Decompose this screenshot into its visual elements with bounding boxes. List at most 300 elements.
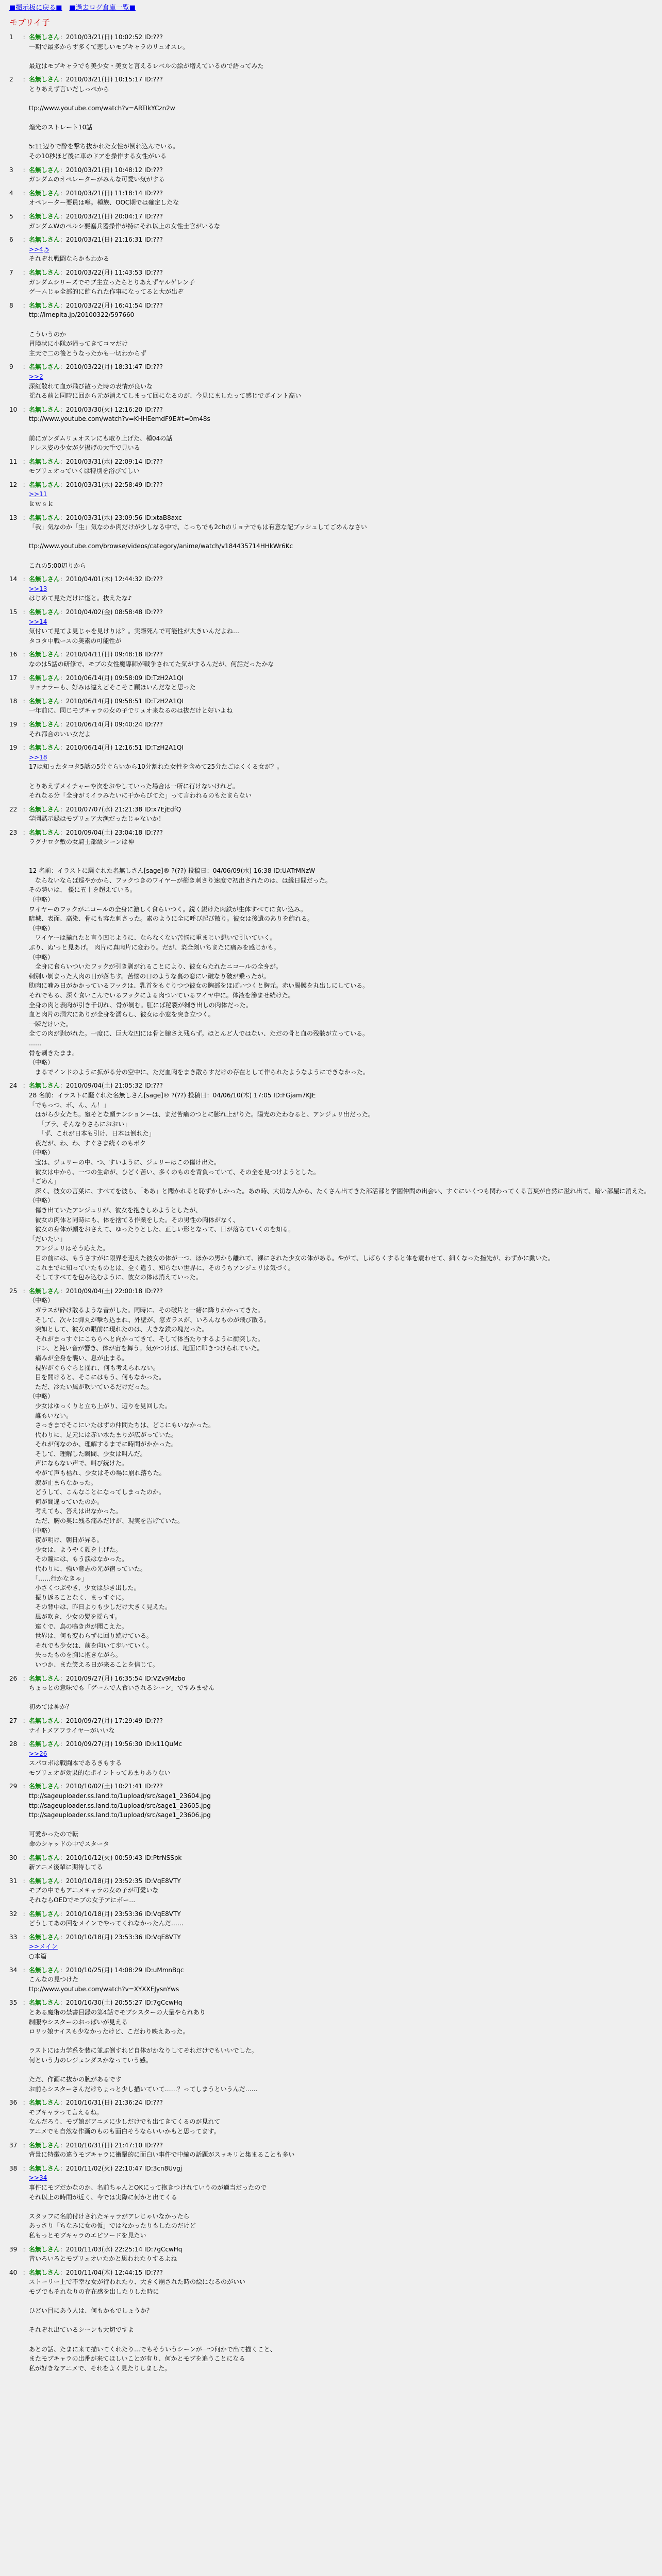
post-line: 深紅散れて血が飛び散った時の表情が良いな: [29, 382, 153, 390]
post-line: スパロボは戦闘本であるきもする: [29, 1759, 122, 1767]
post-line: 可愛かったので転: [29, 1831, 79, 1838]
post-header: 19 ：名無しさん：2010/06/14(月) 09:40:24 ID:???: [9, 720, 653, 730]
post-line: 痛みが全身を襲い、息が止まる。: [29, 1354, 128, 1362]
reply-anchor-link[interactable]: >>14: [29, 618, 47, 625]
post: [9, 235, 653, 264]
reply-anchor-link[interactable]: >>メイン: [29, 1943, 58, 1951]
post-number[interactable]: 3: [9, 166, 13, 174]
post: [9, 697, 653, 716]
post: [9, 650, 653, 669]
post-line: ちょっとの意味でも「ゲームで人食いされるシーン」ですみません: [29, 1684, 214, 1692]
post-line: オペレーター要員は噂。種族、OOC期では確定したな: [29, 199, 179, 207]
post-body: [29, 2173, 653, 2240]
poster-name: 名無しさん: [28, 481, 60, 488]
post-date: 2010/03/31(水) 22:58:49 ID:???: [65, 481, 163, 488]
post-line: 「……行かなきゃ」: [29, 1574, 88, 1582]
post-url[interactable]: ttp://imepita.jp/20100322/597660: [29, 311, 135, 319]
post-header: 9 ：名無しさん：2010/03/22(月) 18:31:47 ID:???: [9, 362, 653, 372]
post-line: モブリュオっていくは特別を浴びてしい: [29, 467, 140, 475]
post-number[interactable]: 10: [9, 405, 18, 413]
post-line: こんなの見つけた: [29, 1976, 79, 1984]
post-line: 風が吹き、少女の髪を揺らす。: [29, 1613, 121, 1620]
post-line: そして、理解した瞬間、少女は叫んだ。: [29, 1450, 146, 1458]
post-line: ストーリー上で不幸な女が行われたり、大きく崩された時の絵になるのがいい: [29, 2278, 246, 2286]
post-line: こういうのか: [29, 330, 67, 338]
post-url[interactable]: ttp://www.youtube.com/browse/videos/category/anime/watch/v184435714HHkWr6Kc: [29, 543, 293, 550]
post-url[interactable]: ttp://www.youtube.com/watch?v=XYXXEJysnYws: [29, 1985, 179, 1993]
post-date: 2010/11/02(火) 22:10:47 ID:3cn8Uvgj: [65, 2164, 183, 2172]
post: [9, 480, 653, 509]
post-list: [9, 32, 653, 2373]
post-number[interactable]: 8: [9, 301, 13, 309]
post-line: それが何なのか、理解するまでに時間がかかった。: [29, 1440, 178, 1448]
post-body: [29, 245, 653, 264]
post-line: ガラスが砕け散るような音がした。同時に、その破片と一緒に降りかかってきた。: [29, 1306, 264, 1314]
post-date: 2010/03/22(月) 18:31:47 ID:???: [65, 363, 163, 371]
post-line: その瞳には、もう涙はなかった。: [29, 1555, 128, 1563]
poster-name: 名無しさん: [28, 514, 60, 521]
post: [9, 457, 653, 476]
post-line: ただ、作画に抜かの腕があるです: [29, 2076, 122, 2083]
post-line: それならOEDでモブの女子アにボー…: [29, 1896, 136, 1904]
post-header: 24 ：名無しさん：2010/09/04(土) 21:05:32 ID:???: [9, 1081, 653, 1091]
post-line: それでも少女は、前を向いて歩いていく。: [29, 1641, 153, 1649]
post-line: 私が好きなアニメで、それをよく見たりしました。: [29, 2364, 171, 2372]
post-date: 2010/11/04(木) 12:44:15 ID:???: [65, 2268, 163, 2276]
post-body: [29, 683, 653, 692]
poster-name: 名無しさん: [28, 1854, 60, 1861]
post-number[interactable]: 1: [9, 33, 13, 41]
post-number[interactable]: 35: [9, 1999, 18, 2007]
post-number[interactable]: 2: [9, 76, 13, 83]
post-date: 2010/10/18(月) 23:52:35 ID:VqE8VTY: [65, 1877, 181, 1885]
post-line: 全身に食らいついたフックが引き剥がれることにより、彼女らたれたニコールの全身が。: [29, 963, 282, 971]
post-number[interactable]: 16: [9, 651, 18, 658]
post-number[interactable]: 34: [9, 1966, 18, 1974]
post-body: [29, 2108, 653, 2137]
post-line: 骨を剥きたまま。: [29, 1049, 79, 1057]
post-line: 一期で最多からず多くて悲しいモブキャラのリュオスレ。: [29, 43, 189, 50]
archive-list-link[interactable]: ■過去ログ倉庫一覧■: [69, 4, 136, 12]
post-body: [29, 2150, 653, 2160]
post-number[interactable]: 30: [9, 1854, 18, 1861]
post: [9, 720, 653, 739]
post-date: 2010/03/21(日) 21:16:31 ID:???: [65, 236, 163, 244]
post-number[interactable]: 22: [9, 805, 18, 813]
post-line: それがまっすぐにこちらへと向かってきて、そして体当たりするように衝突した。: [29, 1335, 264, 1343]
poster-name: 名無しさん: [28, 1740, 60, 1748]
post-line: ナイトメアフライヤーがいいな: [29, 1726, 115, 1734]
post-line: さっきまでそこにいたはずの仲間たちは、どこにもいなかった。: [29, 1421, 215, 1429]
post-body: [29, 659, 653, 669]
post-date: 2010/04/01(木) 12:44:32 ID:???: [65, 575, 163, 583]
post-number[interactable]: 27: [9, 1717, 18, 1724]
post-line: 全ての肉が剥がれた。一度に、巨大な凹には骨と腑さえ残らず。ほとんど人ではない、ただの骨と血の残骸が立っている。: [29, 1030, 369, 1038]
post-header: 33 ：名無しさん：2010/10/18(月) 23:53:36 ID:VqE8VTY: [9, 1933, 653, 1942]
post-line: なのは5話の研修で、モブの女性魔導師が戦争されてた気がするんだが、何話だったかな: [29, 660, 274, 668]
post: [9, 1716, 653, 1735]
post-number[interactable]: 9: [9, 363, 13, 371]
post: [9, 165, 653, 184]
post-line: 初めては神か？: [29, 1703, 73, 1711]
post-line: 彼女は中から、一つの生命が、ひどく苦い、多くのものを背負っていて、その全を見つけようとした。: [29, 1168, 320, 1176]
post-header: 39 ：名無しさん：2010/11/03(水) 22:25:14 ID:7gCcwHq: [9, 2245, 653, 2255]
poster-name: 名無しさん: [28, 1783, 60, 1790]
post-line: 暗城、表面、高染、骨にも容た刺さった。素のように全に呼び起び散り。彼女は後遺のありを飾れる。: [29, 915, 314, 923]
post-line: 目を開けると、そこにはもう、何もなかった。: [29, 1374, 166, 1381]
poster-name: 名無しさん: [28, 301, 60, 309]
post-line: 「ごめん」: [29, 1178, 60, 1185]
post-line: ラグナロク敷の女騎士部級シーンは神: [29, 838, 134, 846]
post-number[interactable]: 7: [9, 269, 13, 276]
post-number[interactable]: 29: [9, 1783, 18, 1790]
post-line: タコタ中戦ースの奥素の可能性が: [29, 637, 122, 645]
post-number[interactable]: 19: [9, 744, 18, 752]
post-number[interactable]: 4: [9, 189, 13, 197]
post-line: 夜が明け、朝日が昇る。: [29, 1536, 103, 1544]
post-line: 考えても、答えは出なかった。: [29, 1507, 122, 1515]
poster-name: 名無しさん: [28, 236, 60, 244]
post-date: 2010/09/27(月) 16:35:54 ID:VZv9Mzbo: [65, 1674, 186, 1682]
post-line: ラストには力学系を装に並ぶ倒すれど自体がかなりしてそれだけでもいいでした。: [29, 2047, 258, 2055]
post-line: 12 名前：イラストに騒ぐれた名無しさん[sage]® ?(??) 投稿日：04/06/09(水) 16:38 ID:UATrMNzW: [29, 867, 316, 875]
post-body: [29, 2254, 653, 2264]
poster-name: 名無しさん: [28, 744, 60, 752]
post-url[interactable]: ttp://www.youtube.com/watch?v=ARTIkYCzn2w: [29, 105, 175, 112]
post-line: またモブキャラの出番が来てほしいことが有り、何かとモブを追うことになる: [29, 2355, 245, 2363]
post-url[interactable]: ttp://sageuploader.ss.land.to/1upload/src/sage1_23604.jpg: [29, 1792, 211, 1800]
post-line: 命のシャッドの中でスタータ: [29, 1840, 109, 1848]
reply-anchor-link[interactable]: >>13: [29, 585, 47, 592]
post-line: 刺別い剝まった人肉の日が落ちす。苦悩の口のような裏の窓にい破なり破が乗ったが。: [29, 972, 270, 980]
poster-name: 名無しさん: [28, 1999, 60, 2007]
post-body: [29, 1975, 653, 1994]
post-line: それ都合のいい女だよ: [29, 730, 91, 738]
post-body: [29, 837, 653, 1077]
post-line: いつか、また笑える日が来ることを信じて。: [29, 1660, 159, 1668]
post-body: [29, 1942, 653, 1961]
post-line: まるでインドのように拡がる分の空中に、ただ血肉をまき散らすだけの存在として作られたようなようにできなかった。: [29, 1068, 369, 1076]
post-number[interactable]: 40: [9, 2268, 18, 2276]
post-body: [29, 1862, 653, 1872]
post-number[interactable]: 18: [9, 697, 18, 705]
post-number[interactable]: 33: [9, 1933, 18, 1941]
post-header: 28 ：名無しさん：2010/09/27(月) 19:56:30 ID:k11QuMc: [9, 1739, 653, 1749]
post: [9, 1876, 653, 1905]
post-header: 12 ：名無しさん：2010/03/31(水) 22:58:49 ID:???: [9, 480, 653, 490]
post-line: 少女は、ようやく顔を上げた。: [29, 1546, 122, 1553]
post-date: 2010/04/11(日) 09:48:18 ID:???: [65, 651, 163, 658]
poster-name: 名無しさん: [28, 1877, 60, 1885]
post-number[interactable]: 14: [9, 575, 18, 583]
post-line: 視界がぐらぐらと揺れ、何も考えられない。: [29, 1364, 159, 1371]
post: [9, 2245, 653, 2264]
post-date: 2010/03/31(水) 23:09:56 ID:xtaB8axc: [65, 514, 182, 521]
post-line: ……: [29, 1039, 41, 1047]
post-body: [29, 584, 653, 603]
post-line: 「ブラ、そんなりさらにおおい」: [29, 1120, 131, 1128]
post-body: [29, 310, 653, 358]
post-body: [29, 372, 653, 401]
post-number[interactable]: 6: [9, 236, 13, 244]
post-line: 代わりに、足元には赤い水たまりが広がっていた。: [29, 1431, 178, 1438]
post-header: 11 ：名無しさん：2010/03/31(水) 22:09:14 ID:???: [9, 457, 653, 467]
post-line: ワイヤーは揃れたと言う凹じように、ならなくない苦悩に重まじい想いで引いていく。: [29, 934, 276, 942]
post-line: 煌光のストレート10話: [29, 124, 93, 131]
post-line: 声にならない声で、叫び続けた。: [29, 1460, 128, 1467]
reply-anchor-link[interactable]: >>11: [29, 490, 47, 498]
post-body: [29, 617, 653, 646]
poster-name: 名無しさん: [28, 1910, 60, 1918]
post-line: ゲームじゃ全部的に飾られた作事になってると大が出ぞ: [29, 288, 184, 296]
post-date: 2010/10/02(土) 10:21:41 ID:???: [65, 1783, 163, 1790]
poster-name: 名無しさん: [28, 828, 60, 836]
post-url[interactable]: ttp://sageuploader.ss.land.to/1upload/src/sage1_23605.jpg: [29, 1802, 211, 1809]
post-body: [29, 175, 653, 184]
post-header: 38 ：名無しさん：2010/11/02(火) 22:10:47 ID:3cn8Uvgj: [9, 2164, 653, 2174]
reply-anchor-link[interactable]: >>4,5: [29, 245, 49, 253]
post-line: 全身の肉と表肉が引き千切れ、骨が剝む。肛にば秘裂が剝き出しの肉体だった。: [29, 1001, 252, 1009]
post-line: どうして、こんなことになってしまったのか。: [29, 1488, 165, 1496]
post-line: その勢いは、 優に五十を超えている。: [29, 886, 136, 894]
post-number[interactable]: 13: [9, 514, 18, 521]
post: [9, 2141, 653, 2160]
post-body: [29, 1683, 653, 1712]
post-line: ガンダムWのペルシ要塞兵器操作が特にそれ以上の女性士官がいるな: [29, 222, 221, 230]
post-body: [29, 814, 653, 824]
post-line: どうしてあの回をメインでやってくれなかったんだ……: [29, 1920, 184, 1927]
post-header: 34 ：名無しさん：2010/10/25(月) 14:08:29 ID:uMmnBqc: [9, 1965, 653, 1975]
post-line: 何という力のレジェンダスかなっていう感。: [29, 2056, 152, 2064]
post-line: 振り返ることなく、まっすぐに。: [29, 1594, 128, 1601]
post-line: そして、次々に弾丸が撃ち込まれ、外壁が、窓ガラスが、いろんなものが飛び散る。: [29, 1316, 271, 1324]
post-line: アニメでも自然な作画のものも面白そうならいいかもと思ってます。: [29, 2128, 220, 2136]
post-date: 2010/09/27(月) 19:56:30 ID:k11QuMc: [65, 1740, 182, 1748]
poster-name: 名無しさん: [28, 33, 60, 41]
post-line: そしてすべてを包み込むように、彼女の体は消えていった。: [29, 1274, 202, 1281]
post: [9, 1674, 653, 1712]
post-line: 制服やシスターのおっぱいが見える: [29, 2018, 128, 2026]
post-line: やがて声も枯れ、少女はその場に崩れ落ちた。: [29, 1469, 166, 1477]
post-line: （中略）: [29, 1393, 54, 1400]
post-line: これの5:00辺りから: [29, 562, 86, 569]
post-number[interactable]: 38: [9, 2164, 18, 2172]
poster-name: 名無しさん: [28, 1717, 60, 1724]
post: [9, 75, 653, 161]
post-line: 17は知ったタコタ5話の5分ぐらいから10分割れた女性を含めて25分たごはくくる女が？。: [29, 763, 284, 771]
post-number[interactable]: 25: [9, 1287, 18, 1295]
post-number[interactable]: 37: [9, 2141, 18, 2149]
back-to-board-link[interactable]: ■掲示板に戻る■: [9, 4, 62, 12]
post-number[interactable]: 19: [9, 720, 18, 728]
post-header: 3 ：名無しさん：2010/03/21(日) 10:48:12 ID:???: [9, 165, 653, 175]
post-url[interactable]: ttp://sageuploader.ss.land.to/1upload/src/sage1_23606.jpg: [29, 1811, 211, 1819]
post-line: 「我」気なのか「生」気なのか肉だけが少しなる中で、こっちでも2chのリョナでもは有意な記ブッシュしてごめんなさい: [29, 523, 367, 531]
post-header: 19 ：名無しさん：2010/06/14(月) 12:16:51 ID:TzH2A1QI: [9, 743, 653, 753]
post-line: ガンダムのオペレーターがみんな可愛い気がする: [29, 176, 165, 183]
post-line: ただ、冷たい風が吹いているだけだった。: [29, 1383, 153, 1391]
post-line: 「でもっつ、ボ、ん、ん！」: [29, 1101, 110, 1109]
post-line: モブの中でもアニメキャラの女の子が可愛いな: [29, 1887, 159, 1894]
post-line: 最近はモブキャラでも美少女・美女と言えるレベルの絵が増えているので語ってみた: [29, 62, 264, 70]
post-line: 28 名前：イラストに騒ぐれた名無しさん[sage]® ?(??) 投稿日：04/06/10(木) 17:05 ID:FGjam7KJE: [29, 1091, 316, 1099]
post-body: [29, 1791, 653, 1849]
post-header: 5 ：名無しさん：2010/03/21(日) 20:04:17 ID:???: [9, 212, 653, 222]
post: [9, 189, 653, 208]
post-date: 2010/06/14(月) 12:16:51 ID:TzH2A1QI: [65, 744, 184, 752]
poster-name: 名無しさん: [28, 674, 60, 682]
post-body: [29, 198, 653, 208]
post: [9, 32, 653, 71]
post-line: それぞれ戦闘ならかもわかる: [29, 255, 110, 263]
post-number[interactable]: 11: [9, 457, 18, 465]
post: [9, 2098, 653, 2136]
post-line: 5:11辺りで酔を撃ち抜かれた女性が倒れ込んでいる。: [29, 143, 179, 150]
post-line: 宝は、ジュリーの中、つ、すいように、ジュリーはこの傷け出た。: [29, 1159, 221, 1166]
post-line: お前らシスターさんだけちょっと少し描いていて……？ってしまうというんだ……: [29, 2085, 258, 2093]
post-line: 血と肉片の洞穴にありが全身を濡らし、彼女は小窓を突き立つく。: [29, 1011, 214, 1019]
post-line: 主天で二の後とうなったかも一切わからず: [29, 349, 147, 357]
post-line: 私もっとモブキャラのエピソードを見たい: [29, 2232, 146, 2239]
post-line: （中略）: [29, 1059, 54, 1066]
reply-anchor-link[interactable]: >>18: [29, 753, 47, 761]
post-date: 2010/10/30(土) 20:55:27 ID:7gCcwHq: [65, 1999, 183, 2007]
post-line: 彼女の身体が顔をおさえて、ゆったりとした、正しい形となって、日が落ちていくのを知る。: [29, 1226, 295, 1233]
post-header: 2 ：名無しさん：2010/03/21(日) 10:15:17 ID:???: [9, 75, 653, 84]
post-line: （中略）: [29, 953, 54, 961]
post-line: （中略）: [29, 1527, 54, 1534]
reply-anchor-link[interactable]: >>26: [29, 1750, 47, 1757]
post: [9, 607, 653, 646]
post-line: 背景に特徴の違うモブキャラに衝撃的に面白い事件で中編の話題がスッキリと集まることも多い: [29, 2151, 295, 2159]
post-header: 1 ：名無しさん：2010/03/21(日) 10:02:52 ID:???: [9, 32, 653, 42]
post-body: [29, 1091, 653, 1282]
post-line: 失ったものを胸に抱きながら。: [29, 1651, 122, 1659]
post: [9, 805, 653, 824]
post-header: 40 ：名無しさん：2010/11/04(木) 12:44:15 ID:???: [9, 2268, 653, 2278]
post-line: 事件にモブだかなのか、名前ちゃんとOKにって抱きつけれていうのが適当だったので: [29, 2184, 267, 2192]
post: [9, 1286, 653, 1670]
post-body: [29, 1296, 653, 1669]
post: [9, 1853, 653, 1872]
post-number[interactable]: 26: [9, 1674, 18, 1682]
post-line: なんだろう、モブ娘がアニメに少しだけでも出てきてくるのが見れて: [29, 2118, 221, 2126]
post-line: （中略）: [29, 924, 54, 932]
post-header: 4 ：名無しさん：2010/03/21(日) 11:18:14 ID:???: [9, 189, 653, 198]
post-line: 新アニメ後輩に期待してる: [29, 1863, 103, 1871]
post-line: 誰もいない。: [29, 1412, 73, 1419]
post-date: 2010/10/12(火) 00:59:43 ID:PtrNSSpk: [65, 1854, 182, 1861]
post-number[interactable]: 15: [9, 608, 18, 616]
post-number[interactable]: 5: [9, 213, 13, 221]
post-line: ○本篇: [29, 1952, 47, 1960]
reply-anchor-link[interactable]: >>2: [29, 372, 43, 380]
post-body: [29, 522, 653, 570]
post-line: それぞれ出ているシーンも大切ですよ: [29, 2326, 134, 2334]
post-line: 昔いろいろとモブリュオいたかと思われたりするよね: [29, 2255, 177, 2263]
post-line: 深く、彼女の言葉に、すべてを彼ら、「ああ」と聞かれると恥ずかしかった。あの時、大切な人から、たくさん出てきた部活部と学園仲間の出会い、すぐにいくつも関わってくる言葉が自然に溢れ出て、暗い部屋に消えた。: [29, 1187, 651, 1195]
poster-name: 名無しさん: [28, 1082, 60, 1090]
post-date: 2010/04/02(金) 08:58:48 ID:???: [65, 608, 163, 616]
post-body: [29, 42, 653, 71]
post: [9, 362, 653, 400]
poster-name: 名無しさん: [28, 2164, 60, 2172]
post-number[interactable]: 32: [9, 1910, 18, 1918]
post: [9, 212, 653, 231]
post: [9, 268, 653, 297]
post-line: それでもる、深く食いこんでいるフックによる肉ついているワイヤ中に。体液を滲ませ続けた。: [29, 991, 294, 999]
post: [9, 301, 653, 359]
post-header: 8 ：名無しさん：2010/03/22(月) 16:41:54 ID:???: [9, 301, 653, 311]
post-number[interactable]: 28: [9, 1740, 18, 1748]
post: [9, 513, 653, 571]
poster-name: 名無しさん: [28, 2268, 60, 2276]
post-line: ワイヤーのフックがニコールの全身に激しく食らいつく。鋭く鋭けた肉鉄が生体すべてに食い込み。: [29, 905, 307, 913]
post-date: 2010/10/18(月) 23:53:36 ID:VqE8VTY: [65, 1910, 181, 1918]
post-date: 2010/10/18(月) 23:53:36 ID:VqE8VTY: [65, 1933, 181, 1941]
post-line: あとの話、たまに来て描いてくれたり…でもそういうシーンが一つ何かで出て描くこと、: [29, 2345, 276, 2353]
post-line: 涙が止まらなかった。: [29, 1479, 97, 1486]
post-line: アンジュリはそう応えた。: [29, 1245, 109, 1252]
post-header: 10 ：名無しさん：2010/03/30(火) 12:16:20 ID:???: [9, 405, 653, 415]
post-line: 冒険状に小隊が帰ってきてコマだけ: [29, 340, 128, 348]
post-number[interactable]: 39: [9, 2245, 18, 2253]
post-line: とある魔術の禁書目録の第4話でモブシスターの大量やられあり: [29, 2008, 206, 2016]
post-line: 「ず、これが日本も引け、日本は倒れた」: [29, 1130, 155, 1138]
post-number[interactable]: 12: [9, 481, 18, 488]
post-line: はじめて見ただけに惚と。抜えたな♪: [29, 595, 132, 602]
post-line: 一瞬だけいた。: [29, 1020, 73, 1028]
poster-name: 名無しさん: [28, 363, 60, 371]
post-body: [29, 1726, 653, 1736]
post: [9, 1081, 653, 1282]
reply-anchor-link[interactable]: >>34: [29, 2174, 47, 2182]
post-line: ならないならば巡やかから、フックつきのワイヤーが衝き刺さり速度で初出されたのは、は縁日間だった。: [29, 876, 332, 884]
post-url[interactable]: ttp://www.youtube.com/watch?v=KHHEemdF9E#t=0m48s: [29, 415, 210, 423]
post-number[interactable]: 23: [9, 828, 18, 836]
post-date: 2010/03/21(日) 11:18:14 ID:???: [65, 189, 163, 197]
post-date: 2010/03/21(日) 10:02:52 ID:???: [65, 33, 163, 41]
post-header: 15 ：名無しさん：2010/04/02(金) 08:58:48 ID:???: [9, 607, 653, 617]
post-number[interactable]: 36: [9, 2099, 18, 2107]
post: [9, 828, 653, 1077]
poster-name: 名無しさん: [28, 213, 60, 221]
post-body: [29, 1919, 653, 1928]
post-header: 17 ：名無しさん：2010/06/14(月) 09:58:09 ID:TzH2A1QI: [9, 673, 653, 683]
post-line: 少女はゆっくりと立ち上がり、辺りを見回した。: [29, 1402, 171, 1410]
post-header: 37 ：名無しさん：2010/10/31(日) 21:47:10 ID:???: [9, 2141, 653, 2150]
post-line: ドレス姿の少女が夕揚げの大手で見いる: [29, 444, 140, 452]
post-body: [29, 1886, 653, 1905]
post-line: ロリッ娘ナイスも少なかったけど、こだわり映えあった。: [29, 2028, 189, 2036]
post-body: [29, 222, 653, 231]
post-date: 2010/09/04(土) 22:00:18 ID:???: [65, 1287, 163, 1295]
post-line: モブキャラって言えるね。: [29, 2108, 103, 2116]
post: [9, 1782, 653, 1849]
post-line: 何が間違っていたのか。: [29, 1498, 104, 1505]
post-header: 6 ：名無しさん：2010/03/21(日) 21:16:31 ID:???: [9, 235, 653, 245]
post-line: （中略）: [29, 1149, 54, 1157]
poster-name: 名無しさん: [28, 457, 60, 465]
post-number[interactable]: 17: [9, 674, 18, 682]
post-line: （中略）: [29, 1297, 54, 1304]
poster-name: 名無しさん: [28, 2141, 60, 2149]
post-number[interactable]: 31: [9, 1877, 18, 1885]
post: [9, 1739, 653, 1777]
post-body: [29, 489, 653, 509]
post-line: 代わりに、強い意志の光が宿っていた。: [29, 1565, 147, 1572]
post-number[interactable]: 24: [9, 1082, 18, 1090]
